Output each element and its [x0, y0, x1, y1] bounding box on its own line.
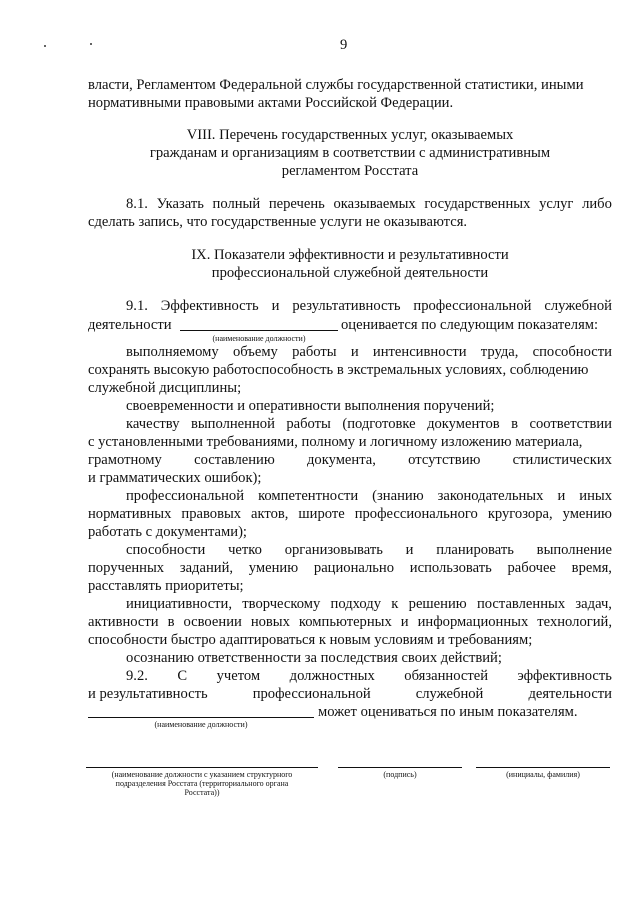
position-caption: (наименование должности) [212, 334, 306, 343]
paragraph-9-2-right: может оцениваться по иным показателям. [318, 704, 578, 720]
paragraph-8-1-line: 8.1. Указать полный перечень оказываемых государственных услуг либо [126, 196, 612, 212]
section-8-heading-line: регламентом Росстата [281, 163, 419, 179]
name-line [476, 767, 610, 768]
section-8-heading-line: гражданам и организациям в соответствии с административным [149, 145, 551, 161]
section-9-heading-line: IX. Показатели эффективности и результативности [191, 247, 509, 263]
scan-speck [44, 45, 46, 47]
criterion-line: активности в освоении новых компьютерных и информационных технологий, [88, 614, 612, 630]
criterion-line: и грамматических ошибок); [88, 470, 262, 486]
criterion-line: служебной дисциплины; [88, 380, 242, 396]
page-number: 9 [340, 37, 348, 53]
criterion-line: порученных заданий, умению рационально использовать рабочее время, [88, 560, 612, 576]
signature-line [338, 767, 462, 768]
signature-position-caption: (наименование должности с указанием структурного [111, 770, 293, 779]
criterion-line: качеству выполненной работы (подготовке документов в соответствии [126, 416, 612, 432]
criterion-line: выполняемому объему работы и интенсивности труда, способности [126, 344, 612, 360]
criterion-line: нормативных правовых актов, широте профессионального кругозора, умению [88, 506, 612, 522]
position-caption: (наименование должности) [154, 720, 248, 729]
paragraph-9-2-line: 9.2. С учетом должностных обязанностей эффективность [126, 668, 612, 684]
paragraph-9-2-line: и результативность профессиональной служебной деятельности [88, 686, 612, 702]
criterion-line: своевременности и оперативности выполнения поручений; [126, 398, 495, 414]
criterion-line: расставлять приоритеты; [88, 578, 244, 594]
section-9-heading-line: профессиональной служебной деятельности [211, 265, 489, 281]
paragraph-9-1-line: 9.1. Эффективность и результативность профессиональной служебной [126, 298, 612, 314]
position-blank-line [180, 330, 338, 331]
paragraph-9-1-right: оценивается по следующим показателям: [341, 317, 599, 333]
criterion-line: способности быстро адаптироваться к новым условиям и требованиям; [88, 632, 533, 648]
criterion-line: работать с документами); [88, 524, 247, 540]
criterion-line: грамотному составлению документа, отсутствию стилистических [88, 452, 612, 468]
criterion-line: с установленными требованиями, полному и логичному изложению материала, [88, 434, 583, 450]
signature-position-line [86, 767, 318, 768]
criterion-line: сохранять высокую работоспособность в экстремальных условиях, соблюдению [88, 362, 589, 378]
scan-speck [90, 43, 92, 45]
section-8-heading-line: VIII. Перечень государственных услуг, оказываемых [186, 127, 514, 143]
signature-position-caption: подразделения Росстата (территориального органа [115, 779, 289, 788]
signature-caption: (подпись) [383, 770, 417, 779]
paragraph-8-1-line: сделать запись, что государственные услуги не оказываются. [88, 214, 468, 230]
paragraph-9-1-left: деятельности [88, 317, 172, 333]
name-caption: (инициалы, фамилия) [506, 770, 580, 779]
criterion-line: способности четко организовывать и планировать выполнение [126, 542, 612, 558]
criterion-line: осознанию ответственности за последствия своих действий; [126, 650, 502, 666]
criterion-line: профессиональной компетентности (знанию законодательных и иных [126, 488, 612, 504]
signature-position-caption: Росстата)) [184, 788, 220, 797]
intro-line: нормативными правовыми актами Российской Федерации. [88, 95, 454, 111]
intro-line: власти, Регламентом Федеральной службы государственной статистики, иными [88, 77, 584, 93]
criterion-line: инициативности, творческому подходу к решению поставленных задач, [126, 596, 612, 612]
position-blank-line [88, 717, 314, 718]
